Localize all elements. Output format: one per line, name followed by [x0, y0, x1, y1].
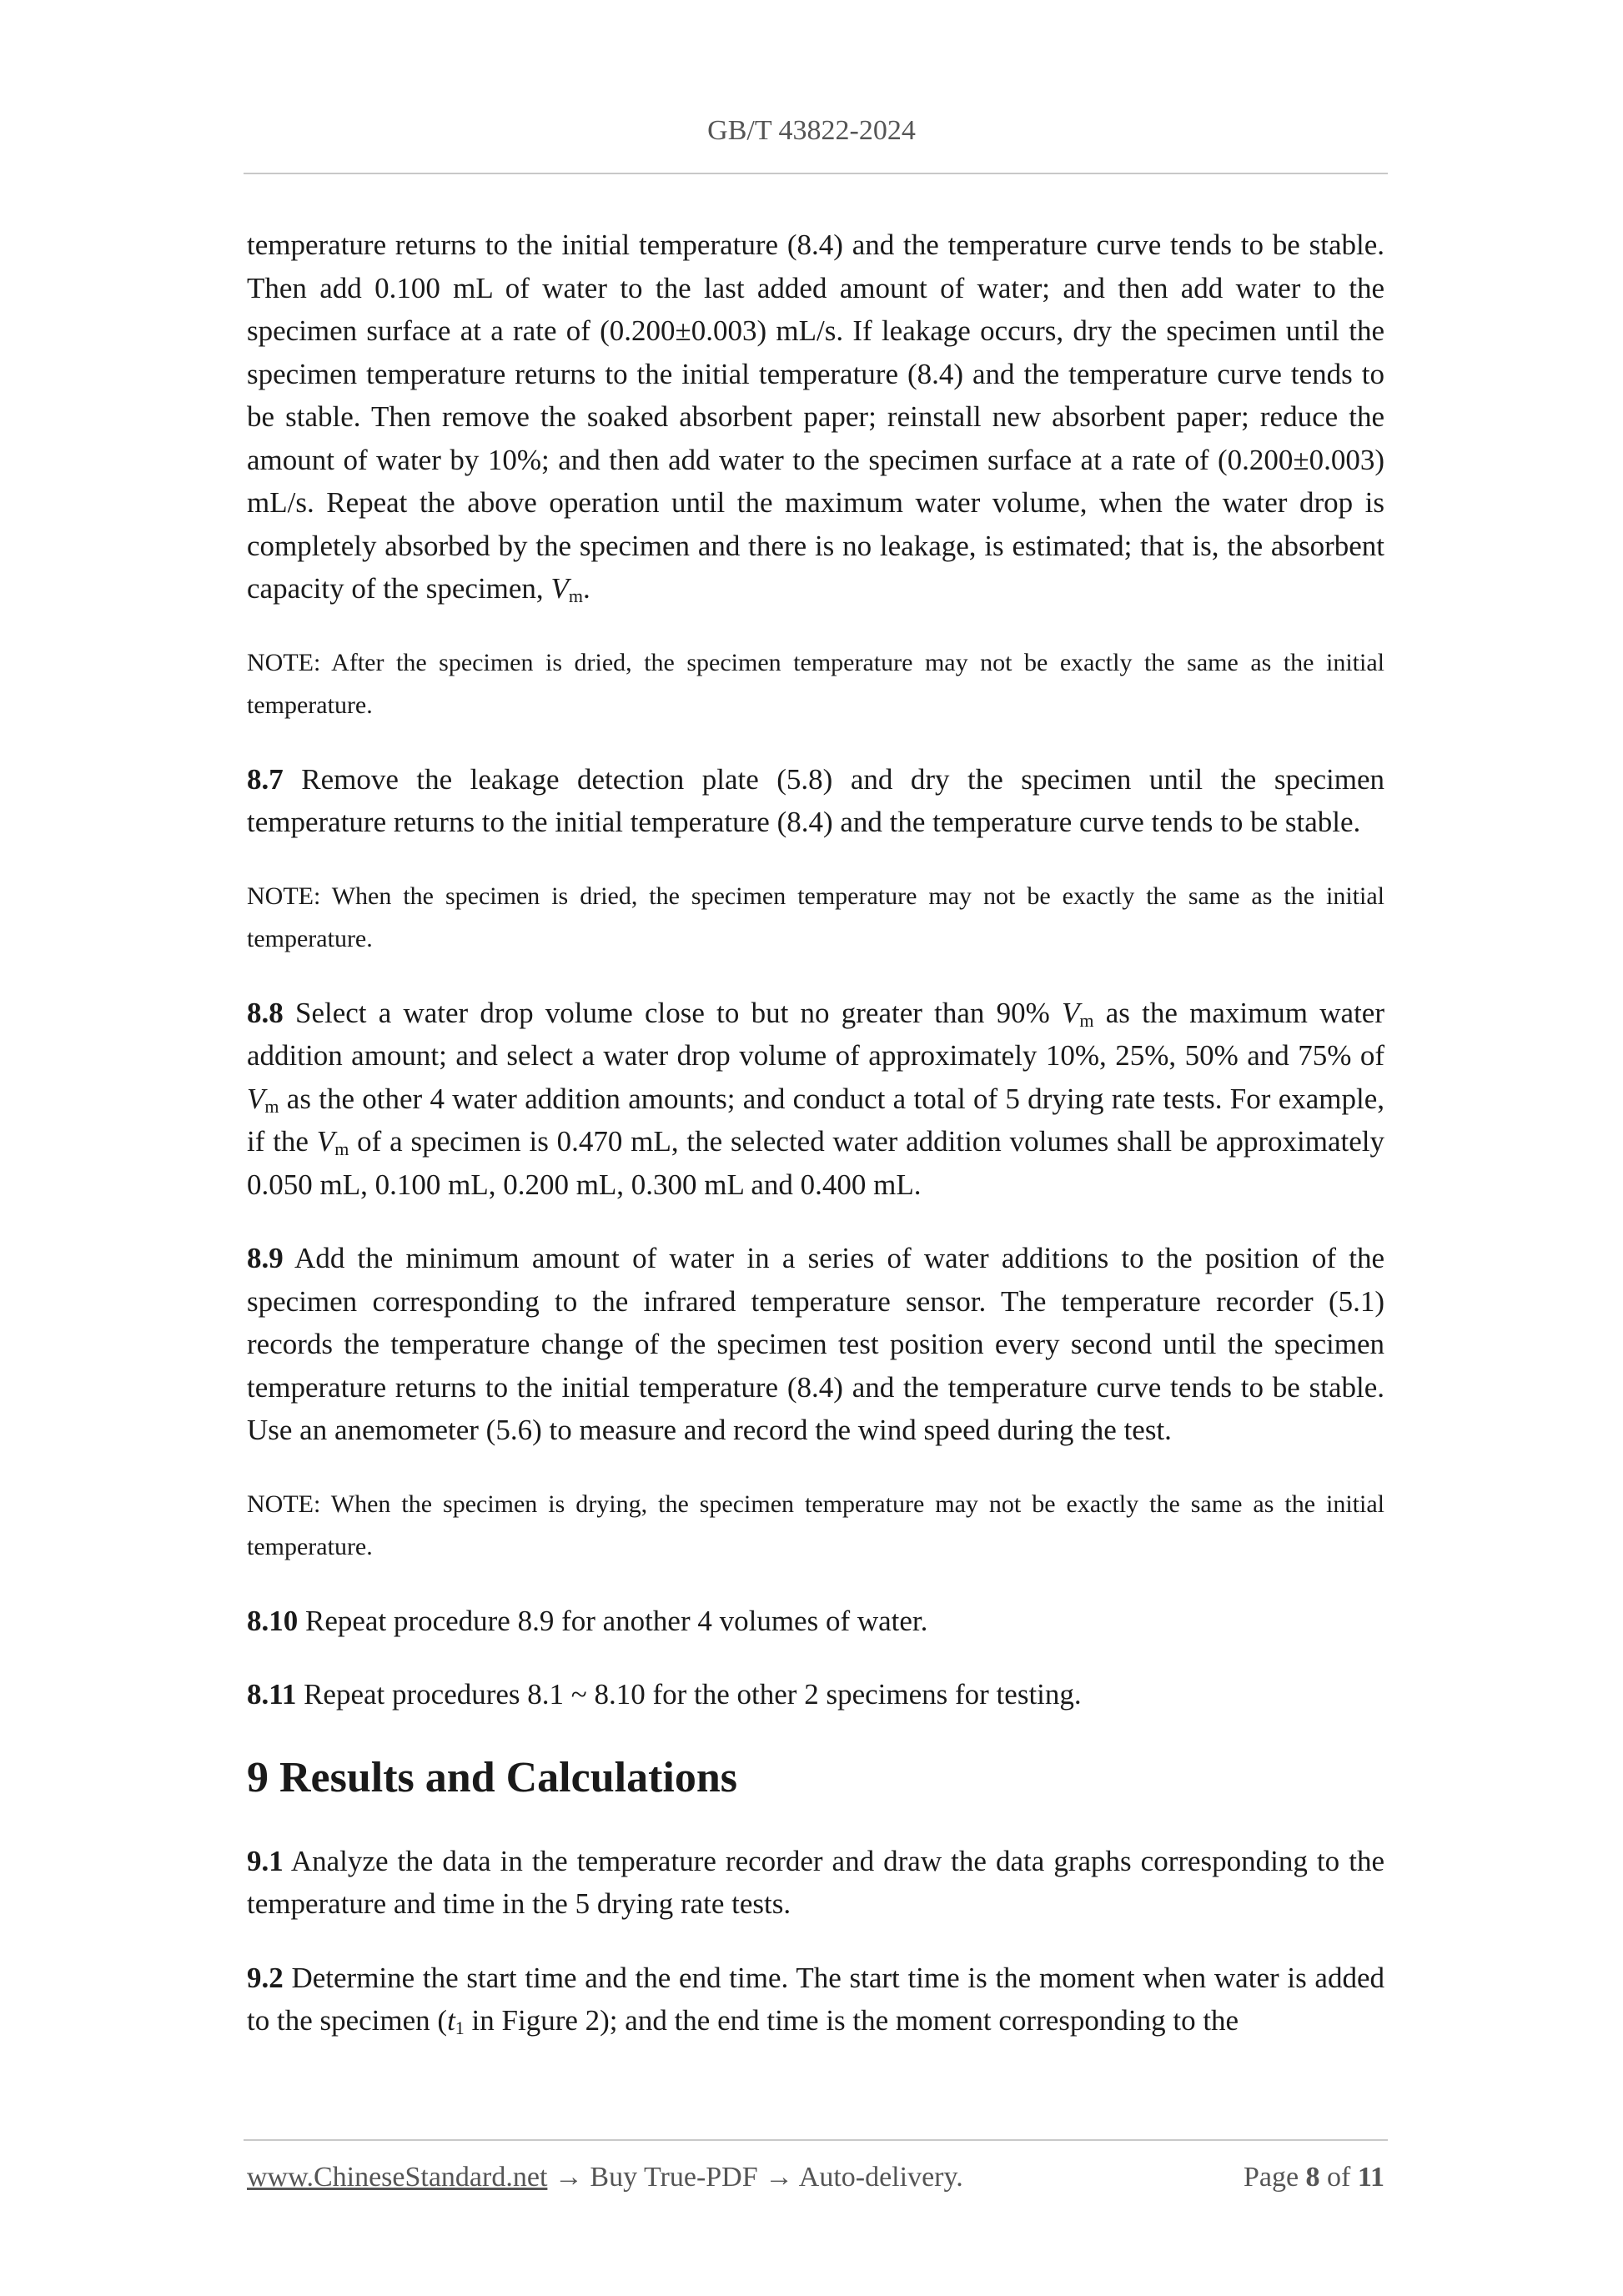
- footer-divider: [244, 2139, 1388, 2141]
- clause-number: 9.2: [247, 1961, 284, 1994]
- symbol-t: t: [447, 2004, 455, 2037]
- clause-8-9: [247, 1237, 1384, 1452]
- clause-8-8: [247, 992, 1384, 1207]
- paragraph-text: in Figure 2); and the end time is the moment corresponding to the: [464, 2004, 1239, 2037]
- paragraph-continued: [247, 224, 1384, 610]
- paragraph-text: of a specimen is 0.470 mL, the selected water addition volumes shall be approximately 0.050 mL, 0.100 mL, 0.200 mL, 0.300 mL and 0.400 mL.: [247, 1125, 1384, 1201]
- paragraph-text: as the maximum water addition amount; and select a water drop volume of approximately 10%, 25%, 50% and 75% of: [247, 996, 1384, 1072]
- page-number: 8: [1305, 2162, 1320, 2193]
- paragraph-text: Repeat procedure 8.9 for another 4 volumes of water.: [298, 1604, 928, 1637]
- of-label: of: [1319, 2162, 1358, 2193]
- website-link[interactable]: www.ChineseStandard.net: [247, 2162, 548, 2193]
- header-divider: [244, 173, 1388, 174]
- paragraph-text: Analyze the data in the temperature recorder and draw the data graphs corresponding to the temperature and time in the 5 drying rate tests.: [247, 1844, 1384, 1920]
- note-1: NOTE: After the specimen is dried, the specimen temperature may not be exactly the same as the initial temperature.: [247, 648, 1384, 719]
- page-indicator: [1244, 2162, 1384, 2193]
- document-body: [247, 224, 1384, 2073]
- footer-promo-text: → Buy True-PDF → Auto-delivery.: [547, 2162, 963, 2193]
- paragraph-text: temperature returns to the initial temperature (8.4) and the temperature curve tends to be stable. Then add 0.100 mL of water to the last added amount of water; and then add water to the specimen surface at a rate of (0.200±0.003) mL/s. If leakage occurs, dry the specimen until the specimen temperature returns to the initial temperature (8.4) and the temperature curve tends to be stable. Then remove the soaked absorbent paper; reinstall new absorbent paper; reduce the amount of water by 10%; and then add water to the specimen surface at a rate of (0.200±0.003) mL/s. Repeat the above operation until the maximum water volume, when the water drop is completely absorbed by the specimen and there is no leakage, is estimated; that is, the absorbent capacity of the specimen,: [247, 229, 1384, 605]
- paragraph-text: Repeat procedures 8.1 ~ 8.10 for the other 2 specimens for testing.: [296, 1678, 1082, 1711]
- subscript-m: m: [264, 1095, 279, 1117]
- symbol-v: V: [316, 1125, 335, 1158]
- symbol-v: V: [1062, 996, 1080, 1029]
- page-label: Page: [1243, 2162, 1306, 2193]
- clause-number: 9.1: [247, 1844, 284, 1877]
- subscript-1: 1: [455, 2017, 465, 2038]
- clause-number: 8.11: [247, 1678, 297, 1711]
- document-header: GB/T 43822-2024: [707, 115, 916, 146]
- clause-number: 8.9: [247, 1242, 284, 1274]
- footer-left: [247, 2162, 963, 2193]
- clause-8-7: [247, 758, 1384, 844]
- clause-9-2: [247, 1957, 1384, 2042]
- paragraph-text: Add the minimum amount of water in a series of water additions to the position of the specimen corresponding to the infrared temperature sensor. The temperature recorder (5.1) records the temperature change of the specimen test position every second until the specimen temperature returns to the initial temperature (8.4) and the temperature curve tends to be stable. Use an anemometer (5.6) to measure and record the wind speed during the test.: [247, 1242, 1384, 1446]
- clause-number: 8.7: [247, 762, 284, 796]
- clause-8-11: [247, 1673, 1384, 1716]
- subscript-m: m: [334, 1138, 349, 1159]
- note-2: NOTE: When the specimen is dried, the specimen temperature may not be exactly the same as the initial temperature.: [247, 882, 1384, 952]
- symbol-v: V: [247, 1082, 265, 1115]
- subscript-m: m: [1079, 1009, 1094, 1031]
- clause-number: 8.8: [247, 996, 284, 1029]
- paragraph-text: .: [582, 572, 590, 605]
- paragraph-text: Select a water drop volume close to but no greater than 90%: [283, 996, 1062, 1029]
- symbol-v: V: [550, 572, 569, 605]
- subscript-m: m: [568, 585, 583, 606]
- clause-number: 8.10: [247, 1604, 299, 1637]
- section-heading-9: 9 Results and Calculations: [247, 1753, 737, 1801]
- clause-9-1: [247, 1840, 1384, 1926]
- paragraph-text: Remove the leakage detection plate (5.8) and dry the specimen until the specimen temperature returns to the initial temperature (8.4) and the temperature curve tends to be stable.: [247, 762, 1384, 838]
- page-footer: [247, 2162, 1384, 2193]
- paragraph-text: Determine the start time and the end time. The start time is the moment when water is added to the specimen (: [247, 1961, 1384, 2037]
- page-total: 11: [1357, 2162, 1384, 2193]
- note-3: NOTE: When the specimen is drying, the specimen temperature may not be exactly the same as the initial temperature.: [247, 1490, 1384, 1560]
- clause-8-10: [247, 1600, 1384, 1643]
- paragraph-text: as the other 4 water addition amounts; and conduct a total of 5 drying rate tests. For example, if the: [247, 1082, 1384, 1158]
